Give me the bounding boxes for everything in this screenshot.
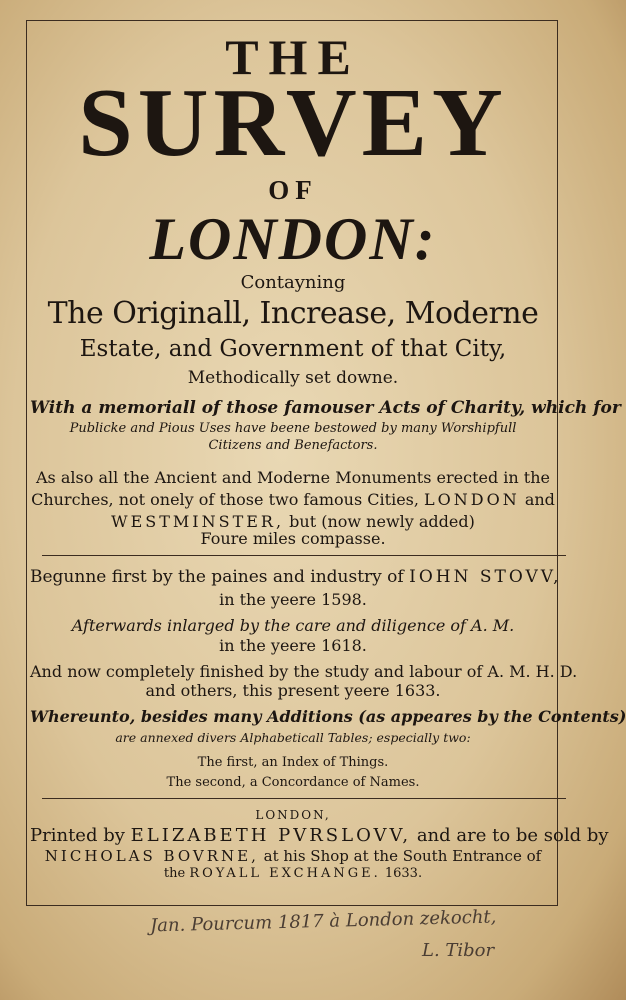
imprint-line-2 (30, 847, 556, 865)
divider-bottom (42, 798, 566, 799)
monuments-line-3-post: but (now newly added) (289, 512, 475, 531)
monuments-westminster: WESTMINSTER, (111, 512, 285, 531)
authors-line-1 (30, 567, 562, 587)
authors-line-6: and others, this present yeere 1633. (145, 681, 441, 700)
imprint-bookseller: NICHOLAS BOVRNE, (44, 847, 259, 865)
authors-line-5: And now completely finished by the study and labour of A. M. H. D. (30, 662, 578, 681)
monuments-line-4: Foure miles compasse. (200, 529, 386, 548)
authors-line-1-pre: Begunne first by the paines and industry of (30, 567, 404, 587)
monuments-line-2-post: and (524, 490, 555, 509)
memorial-line-2: Publicke and Pious Uses have beene bestowed by many Worshipfull (69, 421, 517, 436)
title-of: OF (268, 175, 318, 205)
monuments-london: LONDON (424, 490, 520, 509)
memorial-line-1: With a memoriall of those famouser Acts of Charity, which for (30, 398, 621, 418)
concordance-names: The second, a Concordance of Names. (166, 775, 420, 790)
handwritten-signature: L. Tibor (422, 940, 495, 961)
imprint-the: the (163, 866, 186, 881)
imprint-line-3 (30, 866, 556, 881)
memorial-line-3: Citizens and Benefactors. (208, 438, 378, 453)
title-london: LONDON: (149, 206, 437, 272)
divider-top (42, 555, 566, 556)
subtitle-line-3: Methodically set downe. (187, 368, 399, 388)
authors-line-3: Afterwards inlarged by the care and diligence of A. M. (71, 616, 515, 635)
imprint-place: LONDON, (255, 808, 331, 822)
additions-line-1: Whereunto, besides many Additions (as appeares by the Contents) (30, 707, 626, 726)
imprint-line-1 (30, 825, 609, 846)
subtitle-contayning: Contayning (240, 272, 346, 293)
authors-line-4: in the yeere 1618. (219, 636, 367, 655)
title-the: THE (225, 29, 361, 85)
monuments-line-2-pre: Churches, not onely of those two famous Cities, (31, 490, 419, 509)
imprint-printed-by: Printed by (30, 825, 125, 846)
author-stow: IOHN STOVV, (409, 567, 562, 587)
title-survey: SURVEY (78, 69, 508, 177)
handwritten-note: Jan. Pourcum 1817 à London zekocht, (149, 906, 497, 937)
subtitle-line-1: The Originall, Increase, Moderne (47, 296, 539, 331)
monuments-line-1: As also all the Ancient and Moderne Monuments erected in the (36, 468, 550, 487)
imprint-royal-exchange: ROYALL EXCHANGE. (189, 866, 381, 881)
monuments-line-2 (30, 490, 556, 509)
subtitle-line-2: Estate, and Government of that City, (79, 336, 507, 362)
imprint-shop: at his Shop at the South Entrance of (263, 847, 542, 865)
additions-line-2: are annexed divers Alphabeticall Tables; especially two: (115, 730, 471, 745)
imprint-year: 1633. (384, 866, 423, 881)
imprint-sold-by: and are to be sold by (416, 825, 609, 846)
authors-line-2: in the yeere 1598. (219, 590, 367, 609)
index-things: The first, an Index of Things. (197, 755, 389, 770)
imprint-printer: ELIZABETH PVRSLOVV, (130, 825, 412, 846)
